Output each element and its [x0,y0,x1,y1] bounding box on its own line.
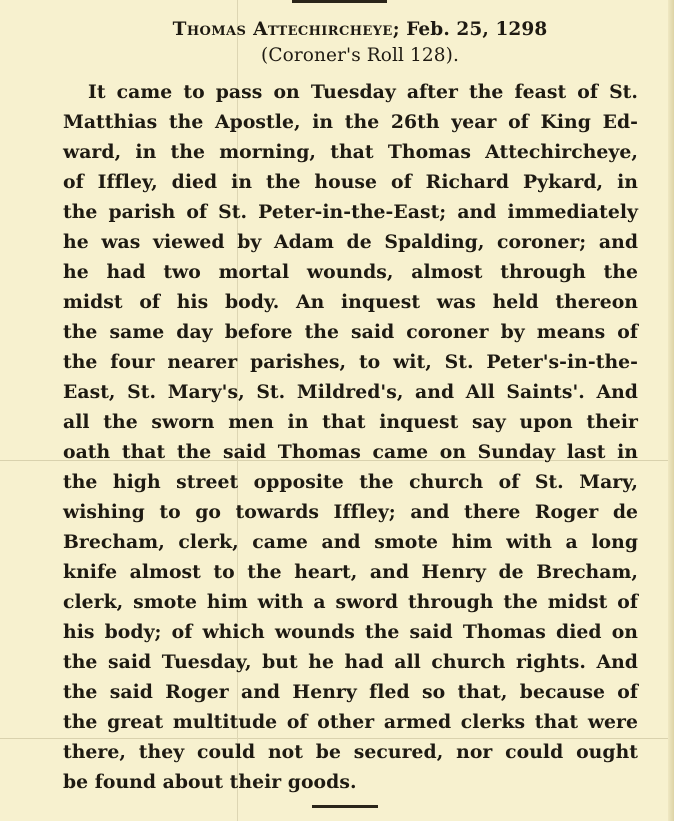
text-line: clerk, smote him with a sword through the midst of [63,591,638,613]
text-line: ward, in the morning, that Thomas Attechircheye, [63,141,638,163]
text-line: the parish of St. Peter-in-the-East; and immediately [63,201,638,223]
bottom-rule [312,805,378,808]
text-line: he was viewed by Adam de Spalding, coroner; and [63,231,638,253]
text-line: the high street opposite the church of St. Mary, [63,471,638,493]
text-line: his body; of which wounds the said Thomas died on [63,621,638,643]
text-line: be found about their goods. [63,771,357,793]
text-line: knife almost to the heart, and Henry de Brecham, [63,561,638,583]
heading-date: ; Feb. 25, 1298 [392,19,548,40]
text-line: midst of his body. An inquest was held thereon [63,291,638,313]
entry-reference: (Coroner's Roll 128). [261,45,459,66]
text-line: Brecham, clerk, came and smote him with a long [63,531,638,553]
text-line: there, they could not be secured, nor could ought [63,741,638,763]
text-line: East, St. Mary's, St. Mildred's, and All Saints'. And [63,381,638,403]
heading-name: Thomas Attechircheye [172,19,393,40]
text-line: of Iffley, died in the house of Richard Pykard, in [63,171,638,193]
text-line: the great multitude of other armed clerks that were [63,711,638,733]
text-line: oath that the said Thomas came on Sunday last in [63,441,638,463]
text-line: wishing to go towards Iffley; and there Roger de [63,501,638,523]
text-line: all the sworn men in that inquest say upon their [63,411,638,433]
text-line: Matthias the Apostle, in the 26th year of King Ed- [63,111,638,133]
text-line: he had two mortal wounds, almost through the [63,261,638,283]
page-edge-shadow [668,0,674,821]
text-line: the said Roger and Henry fled so that, because of [63,681,638,703]
top-rule [292,0,387,3]
text-line: It came to pass on Tuesday after the feast of St. [88,81,638,103]
text-line: the same day before the said coroner by means of [63,321,638,343]
entry-heading [60,19,660,41]
text-line: the said Tuesday, but he had all church rights. And [63,651,638,673]
text-line: the four nearer parishes, to wit, St. Peter's-in-the- [63,351,638,373]
entry-body [63,77,638,797]
